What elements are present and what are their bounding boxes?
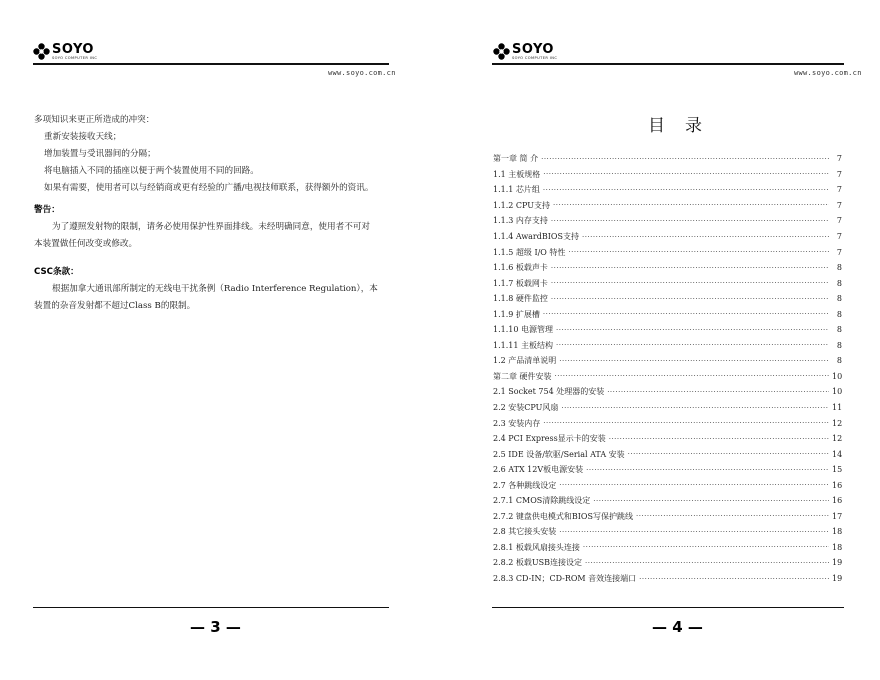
toc-entry-title: 2.8.2 板载USB连接设定 bbox=[493, 558, 582, 568]
text-line: 增加装置与受讯器间的分隔； bbox=[44, 149, 156, 159]
toc-entry[interactable] bbox=[493, 275, 842, 291]
toc-leader-dots bbox=[556, 326, 829, 334]
toc-leader-dots bbox=[628, 450, 829, 458]
toc-entry-page: 14 bbox=[832, 449, 843, 459]
toc-entry[interactable] bbox=[493, 555, 842, 571]
toc-entry[interactable] bbox=[493, 462, 842, 478]
toc-entry-title: 2.5 IDE 设备/软驱/Serial ATA 安装 bbox=[493, 449, 625, 459]
csc-section: CSC条款： 根据加拿大通讯部所制定的无线电干扰条例（Radio Interference Regulation），本 装置的杂音发射都不超过Class B的限制。 bbox=[34, 264, 394, 315]
soyo-logo-icon bbox=[33, 43, 50, 60]
toc-entry[interactable] bbox=[493, 493, 842, 509]
toc-entry-page: 18 bbox=[832, 542, 843, 552]
page-number: — 4 — bbox=[652, 618, 703, 636]
toc-entry-page: 8 bbox=[836, 325, 842, 335]
page-number: — 3 — bbox=[190, 618, 241, 636]
toc-leader-dots bbox=[593, 497, 829, 505]
toc-entry-page: 19 bbox=[832, 558, 843, 568]
toc-entry-page: 12 bbox=[832, 434, 843, 444]
toc-entry-title: 2.8.3 CD-IN；CD-ROM 音效连接端口 bbox=[493, 574, 637, 584]
toc-entry-title: 1.1.1 芯片组 bbox=[493, 185, 540, 195]
text-line: 本装置做任何改变或修改。 bbox=[34, 239, 138, 249]
toc-entry-page: 8 bbox=[836, 278, 842, 288]
text-line: 将电脑插入不同的插座以便于两个装置使用不同的回路。 bbox=[44, 166, 259, 176]
toc-leader-dots bbox=[609, 435, 829, 443]
text-line: 根据加拿大通讯部所制定的无线电干扰条例（Radio Interference Regulation），本 bbox=[52, 284, 378, 294]
toc-entry-page: 17 bbox=[832, 511, 843, 521]
toc-entry-title: 1.1.11 主板结构 bbox=[493, 340, 553, 350]
toc-entry[interactable] bbox=[493, 524, 842, 540]
toc-entry-page: 18 bbox=[832, 527, 843, 537]
toc-entry-title: 2.8 其它接头安装 bbox=[493, 527, 557, 537]
toc-entry-title: 2.7 各种跳线设定 bbox=[493, 480, 557, 490]
toc-entry-title: 1.1.5 超级 I/O 特性 bbox=[493, 247, 566, 257]
toc-leader-dots bbox=[607, 388, 829, 396]
text-line: 多项知识来更正所造成的冲突： bbox=[34, 115, 155, 125]
warning-section: 警告： 为了遵照发射物的限制，请务必使用保护性界面排线。未经明确同意，使用者不可对 本装置做任何改变或修改。 bbox=[34, 202, 394, 253]
toc-leader-dots bbox=[559, 528, 829, 536]
text-line: 装置的杂音发射都不超过Class B的限制。 bbox=[34, 301, 196, 311]
toc-leader-dots bbox=[559, 481, 829, 489]
toc-leader-dots bbox=[583, 543, 829, 551]
header-rule bbox=[33, 63, 389, 65]
toc-entry-title: 1.1.2 CPU支持 bbox=[493, 200, 551, 210]
logo-tagline: SOYO COMPUTER INC bbox=[52, 56, 98, 60]
toc-leader-dots bbox=[551, 264, 829, 272]
soyo-logo bbox=[33, 43, 97, 61]
toc-leader-dots bbox=[556, 341, 829, 349]
toc-entry[interactable] bbox=[493, 571, 842, 587]
soyo-logo-icon bbox=[493, 43, 510, 60]
toc-entry[interactable] bbox=[493, 182, 842, 198]
toc-entry-page: 8 bbox=[836, 356, 842, 366]
csc-heading: CSC条款 bbox=[34, 267, 71, 277]
toc-leader-dots bbox=[551, 279, 829, 287]
toc-entry-page: 7 bbox=[836, 185, 842, 195]
toc-leader-dots bbox=[639, 575, 829, 583]
text-line: 如果有需要，使用者可以与经销商或更有经验的广播/电视技师联系，获得额外的资讯。 bbox=[44, 183, 374, 193]
toc-entry[interactable] bbox=[493, 291, 842, 307]
header-url: www.soyo.com.cn bbox=[328, 69, 396, 77]
toc-entry[interactable] bbox=[493, 229, 842, 245]
toc-entry[interactable] bbox=[493, 260, 842, 276]
header-rule bbox=[492, 63, 844, 65]
toc-entry[interactable] bbox=[493, 431, 842, 447]
toc-leader-dots bbox=[543, 419, 829, 427]
toc-leader-dots bbox=[586, 466, 829, 474]
logo-tagline: SOYO COMPUTER INC bbox=[512, 56, 558, 60]
toc-entry[interactable] bbox=[493, 446, 842, 462]
toc-leader-dots bbox=[561, 404, 829, 412]
toc-entry-page: 7 bbox=[836, 169, 842, 179]
toc-leader-dots bbox=[582, 233, 829, 241]
toc-entry-title: 2.3 安装内存 bbox=[493, 418, 541, 428]
toc-entry[interactable] bbox=[493, 306, 842, 322]
right-page bbox=[440, 0, 880, 680]
toc-entry-title: 1.1.3 内存支持 bbox=[493, 216, 548, 226]
toc-entry-page: 7 bbox=[836, 200, 842, 210]
toc-entry-page: 16 bbox=[832, 480, 843, 490]
toc-entry-title: 1.1.6 板载声卡 bbox=[493, 263, 548, 273]
toc-entry[interactable] bbox=[493, 415, 842, 431]
toc-entry[interactable] bbox=[493, 509, 842, 525]
toc-entry-title: 2.2 安装CPU风扇 bbox=[493, 403, 559, 413]
toc-entry-page: 10 bbox=[832, 387, 843, 397]
toc-entry[interactable] bbox=[493, 384, 842, 400]
toc-entry-page: 16 bbox=[832, 496, 843, 506]
toc-entry[interactable] bbox=[493, 353, 842, 369]
toc-entry-title: 第一章 简 介 bbox=[493, 154, 539, 164]
toc-entry-page: 7 bbox=[836, 216, 842, 226]
toc-entry-title: 1.1.7 板载网卡 bbox=[493, 278, 548, 288]
toc-entry-title: 1.1.4 AwardBIOS支持 bbox=[493, 232, 579, 241]
toc-entry-page: 7 bbox=[836, 247, 842, 257]
toc-entry-page: 15 bbox=[832, 465, 843, 475]
toc-leader-dots bbox=[553, 201, 829, 209]
toc-leader-dots bbox=[541, 155, 829, 163]
toc-entry-page: 8 bbox=[836, 309, 842, 319]
toc-entry-title: 2.7.1 CMOS清除跳线设定 bbox=[493, 496, 591, 506]
toc-entry[interactable] bbox=[493, 151, 842, 167]
toc-leader-dots bbox=[636, 512, 829, 520]
toc-entry-page: 19 bbox=[832, 574, 843, 584]
toc-title: 目录 bbox=[648, 116, 722, 136]
toc-leader-dots bbox=[568, 248, 829, 256]
toc-entry[interactable] bbox=[493, 322, 842, 338]
footer-rule bbox=[492, 607, 844, 608]
warning-heading: 警告 bbox=[34, 205, 52, 215]
toc-leader-dots bbox=[585, 559, 829, 567]
toc-entry-title: 1.1.10 电源管理 bbox=[493, 325, 553, 335]
header-url: www.soyo.com.cn bbox=[794, 69, 862, 77]
toc-entry-title: 2.7.2 键盘供电模式和BIOS写保护跳线 bbox=[493, 511, 633, 521]
toc-entry[interactable] bbox=[493, 213, 842, 229]
toc-entry-title: 1.2 产品清单说明 bbox=[493, 356, 557, 366]
toc-entry[interactable] bbox=[493, 338, 842, 354]
toc-entry-page: 7 bbox=[836, 232, 842, 241]
table-of-contents bbox=[493, 151, 842, 586]
toc-entry[interactable] bbox=[493, 540, 842, 556]
toc-entry-title: 2.8.1 板载风扇接头连接 bbox=[493, 542, 580, 552]
toc-entry-title: 2.4 PCI Express显示卡的安装 bbox=[493, 434, 606, 444]
soyo-logo bbox=[493, 43, 557, 61]
footer-rule bbox=[33, 607, 389, 608]
intro-text bbox=[34, 112, 394, 197]
toc-leader-dots bbox=[559, 357, 829, 365]
toc-entry-title: 第二章 硬件安装 bbox=[493, 371, 552, 381]
toc-entry-page: 10 bbox=[832, 371, 843, 381]
toc-leader-dots bbox=[551, 295, 829, 303]
toc-entry[interactable] bbox=[493, 244, 842, 260]
toc-entry-title: 1.1.9 扩展槽 bbox=[493, 309, 540, 319]
toc-leader-dots bbox=[543, 186, 829, 194]
toc-entry-page: 12 bbox=[832, 418, 843, 428]
toc-entry[interactable] bbox=[493, 198, 842, 214]
logo-wordmark: SOYO bbox=[52, 42, 94, 57]
toc-entry[interactable] bbox=[493, 400, 842, 416]
text-line: 重新安装接收天线； bbox=[44, 132, 122, 142]
toc-entry-page: 8 bbox=[836, 294, 842, 304]
toc-leader-dots bbox=[551, 217, 829, 225]
toc-entry[interactable] bbox=[493, 477, 842, 493]
toc-entry-page: 11 bbox=[832, 403, 843, 413]
toc-entry[interactable] bbox=[493, 369, 842, 385]
toc-leader-dots bbox=[555, 372, 829, 380]
toc-entry-title: 1.1.8 硬件监控 bbox=[493, 294, 548, 304]
toc-entry-title: 2.1 Socket 754 处理器的安装 bbox=[493, 387, 605, 397]
toc-entry-title: 2.6 ATX 12V板电源安装 bbox=[493, 465, 584, 475]
toc-entry-page: 7 bbox=[836, 154, 842, 164]
text-line: 为了遵照发射物的限制，请务必使用保护性界面排线。未经明确同意，使用者不可对 bbox=[52, 222, 370, 232]
toc-entry-page: 8 bbox=[836, 263, 842, 273]
logo-wordmark: SOYO bbox=[512, 42, 554, 57]
toc-entry[interactable] bbox=[493, 167, 842, 183]
toc-leader-dots bbox=[543, 310, 829, 318]
toc-leader-dots bbox=[543, 170, 829, 178]
toc-entry-title: 1.1 主板规格 bbox=[493, 169, 541, 179]
toc-entry-page: 8 bbox=[836, 340, 842, 350]
